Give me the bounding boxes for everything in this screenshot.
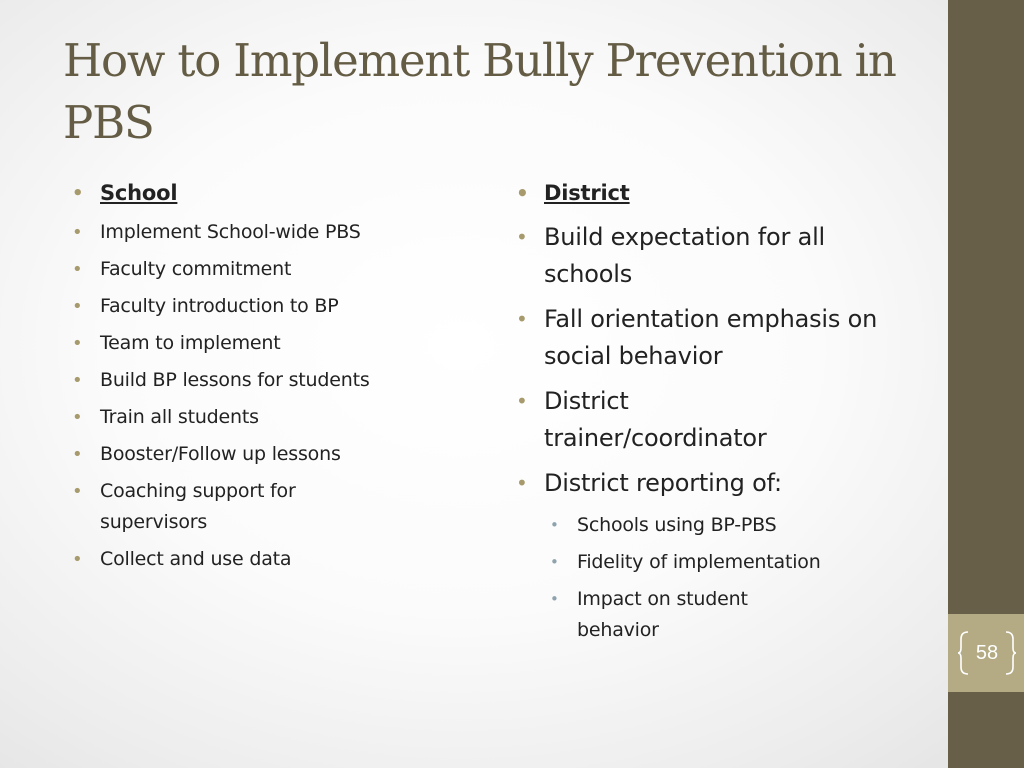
bullet-icon: •: [72, 333, 83, 354]
district-heading: • District: [516, 178, 916, 209]
sub-bullet-icon: •: [550, 516, 559, 534]
bullet-icon: •: [516, 471, 528, 495]
school-item: • Faculty introduction to BP: [72, 291, 472, 322]
bullet-icon: •: [72, 444, 83, 465]
school-item: • Train all students: [72, 402, 472, 433]
bullet-icon: •: [72, 222, 83, 243]
school-item: • Collect and use data: [72, 544, 472, 575]
district-item: • Fall orientation emphasis on social behavior: [516, 301, 916, 375]
bullet-icon: •: [72, 296, 83, 317]
district-item: • District trainer/coordinator: [516, 383, 916, 457]
bullet-icon: •: [516, 307, 528, 331]
sub-bullet-icon: •: [550, 590, 559, 608]
district-list: [516, 178, 916, 652]
bullet-icon: •: [72, 407, 83, 428]
sub-bullet-icon: •: [550, 553, 559, 571]
bullet-icon: •: [72, 549, 83, 570]
school-list: [72, 178, 472, 581]
school-item: • Build BP lessons for students: [72, 365, 472, 396]
school-item: • Booster/Follow up lessons: [72, 439, 472, 470]
page-number: 58: [975, 642, 999, 664]
school-heading: • School: [72, 178, 472, 209]
bullet-icon: •: [72, 259, 83, 280]
school-item: • Faculty commitment: [72, 254, 472, 285]
school-item: • Team to implement: [72, 328, 472, 359]
bullet-icon: •: [516, 181, 529, 205]
bullet-icon: •: [72, 183, 84, 204]
bullet-icon: •: [72, 370, 83, 391]
district-item: • Build expectation for all schools: [516, 219, 916, 293]
slide-title: How to Implement Bully Prevention in PBS: [63, 34, 896, 149]
district-sub-item: • Fidelity of implementation: [516, 547, 916, 578]
school-item: • Implement School-wide PBS: [72, 217, 472, 248]
district-sub-item: • Impact on student behavior: [516, 584, 916, 646]
district-sub-item: • Schools using BP-PBS: [516, 510, 916, 541]
bullet-icon: •: [516, 389, 528, 413]
bullet-icon: •: [72, 481, 83, 502]
school-item: • Coaching support for supervisors: [72, 476, 472, 538]
bullet-icon: •: [516, 225, 528, 249]
district-item: • District reporting of:: [516, 465, 916, 502]
